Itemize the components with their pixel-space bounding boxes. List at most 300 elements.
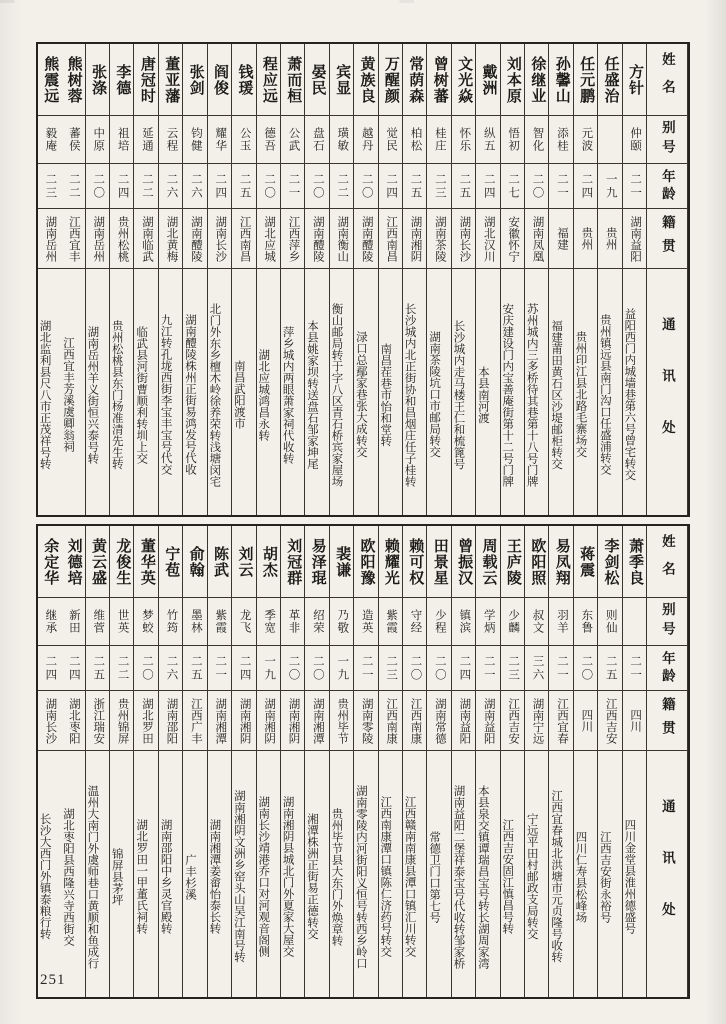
person-native: 江西南昌 [379, 209, 402, 269]
person-name: 裴谦 [330, 526, 353, 598]
person-name: 刘本原 [501, 44, 524, 116]
person-age: 二二 [330, 164, 353, 209]
person-address: 湖南湘阴文洲乡窑头山吴江南号转 [232, 790, 245, 963]
person-alias: 紫霞 [208, 598, 231, 646]
person-name: 易泽琨 [305, 526, 328, 598]
person-native: 湖南衡山 [330, 209, 353, 269]
person-column [598, 44, 622, 515]
person-address: 贵州镇远县南门沟口任盛浦转交 [598, 314, 611, 475]
person-age: 二四 [574, 164, 597, 209]
person-age: 二〇 [354, 164, 377, 209]
header-alias: 别号 [647, 598, 687, 646]
person-native: 湖南湘阴 [403, 209, 426, 269]
header-address: 通讯处 [659, 799, 675, 954]
person-native: 湖南凤凰 [525, 209, 548, 269]
person-name: 任元鹏 [574, 44, 597, 116]
person-column [134, 526, 158, 997]
person-age: 二七 [501, 164, 524, 209]
person-address: 四川金堂县淮州德盛号 [623, 819, 636, 934]
person-address: 江西南康潭口镇陈仁济药号转交 [379, 796, 392, 957]
person-native: 湖北应城 [257, 209, 280, 269]
person-column [159, 526, 183, 997]
person-alias: 继承 [38, 598, 61, 646]
person-column [574, 526, 598, 997]
person-age: 二〇 [305, 646, 328, 691]
person-alias: 绍荣 [305, 598, 328, 646]
person-name: 熊树蓉 [61, 44, 84, 116]
person-age: 二〇 [427, 646, 450, 691]
person-native: 湖南长沙 [452, 209, 475, 269]
person-native: 湖南湘阴 [232, 691, 255, 751]
scan-edge-artifact [0, 0, 726, 3]
person-native: 湖南湘潭 [305, 691, 328, 751]
person-alias: 墨林 [183, 598, 206, 646]
person-name: 余定华 [38, 526, 61, 598]
person-alias: 东鲁 [574, 598, 597, 646]
person-age: 三六 [525, 646, 548, 691]
person-alias: 叔文 [525, 598, 548, 646]
person-age: 二一 [623, 164, 646, 209]
person-name: 常荫森 [403, 44, 426, 116]
person-address: 湖北罗田一甲董氏祠转 [135, 819, 148, 934]
person-name: 曾振汉 [452, 526, 475, 598]
header-address: 通讯处 [659, 317, 675, 472]
person-column [525, 44, 549, 515]
person-name: 方针 [623, 44, 646, 116]
person-column [183, 526, 207, 997]
person-column [38, 526, 61, 997]
person-column [330, 526, 354, 997]
person-native: 湖南邵阳 [159, 691, 182, 751]
person-alias: 少程 [427, 598, 450, 646]
person-address: 湖南益阳二堡祥泰宝号代收转邹家桥 [452, 784, 465, 969]
person-alias: 桂庄 [427, 116, 450, 164]
person-alias: 盘石 [305, 116, 328, 164]
person-age: 二〇 [574, 646, 597, 691]
person-name: 蒋震 [574, 526, 597, 598]
person-name: 阎俊 [208, 44, 231, 116]
header-age: 年龄 [647, 164, 687, 209]
person-column [354, 44, 378, 515]
header-native: 籍贯 [647, 209, 687, 269]
person-name: 黄云盛 [86, 526, 109, 598]
person-column [354, 526, 378, 997]
header-native: 籍贯 [647, 691, 687, 751]
person-name: 张涤 [86, 44, 109, 116]
person-alias: 学炳 [476, 598, 499, 646]
person-alias: 维菅 [86, 598, 109, 646]
person-column [281, 526, 305, 997]
person-column [61, 526, 85, 997]
person-age: 二三 [427, 164, 450, 209]
person-age: 二〇 [305, 164, 328, 209]
person-native: 江西南昌 [232, 209, 255, 269]
header-column [647, 526, 688, 997]
person-age: 一九 [257, 646, 280, 691]
person-address: 湖南邵阳中乡灵官殿转 [159, 819, 172, 934]
person-native: 湖南长沙 [38, 691, 61, 751]
person-name: 任盛治 [598, 44, 621, 116]
person-alias: 公玉 [232, 116, 255, 164]
person-native: 福建 [549, 209, 572, 269]
person-name: 唐冠时 [134, 44, 157, 116]
person-address: 湖北应城鸿昌永转 [257, 348, 270, 441]
person-name: 万醒颜 [379, 44, 402, 116]
person-native: 江西广丰 [183, 691, 206, 751]
directory-table-bottom [36, 524, 690, 999]
person-name: 田景星 [427, 526, 450, 598]
person-address: 江西宜丰芳溪虞卿翁祠 [61, 337, 74, 452]
person-alias: 世英 [110, 598, 133, 646]
person-column [476, 44, 500, 515]
person-name: 李德 [110, 44, 133, 116]
person-name: 俞翰 [183, 526, 206, 598]
person-alias: 添桂 [549, 116, 572, 164]
person-alias: 纵五 [476, 116, 499, 164]
person-name: 萧季良 [623, 526, 646, 598]
person-alias: 柏松 [403, 116, 426, 164]
person-age: 二四 [232, 646, 255, 691]
person-native: 四川 [623, 691, 646, 751]
person-column [183, 44, 207, 515]
person-age: 一九 [598, 164, 621, 209]
person-address: 广丰杉溪 [184, 853, 196, 900]
person-name: 黄族良 [354, 44, 377, 116]
person-address: 苏州城内三多桥待其巷第十八号门牌 [525, 302, 538, 487]
person-age: 二五 [598, 646, 621, 691]
person-address: 湖南零陵内河街阳义恒号转西乡岭口 [354, 784, 367, 969]
person-column [110, 44, 134, 515]
person-alias: 龙飞 [232, 598, 255, 646]
person-native: 江西南康 [379, 691, 402, 751]
person-column [501, 44, 525, 515]
person-alias [598, 116, 621, 164]
person-address: 本县泉交镇谭瑞昌宝号转长湖周家湾 [476, 784, 489, 969]
person-address: 湖南岳州羊义街恒兴泰号转 [86, 325, 99, 464]
header-name: 姓名 [647, 44, 687, 116]
person-column [134, 44, 158, 515]
person-native: 湖南长沙 [208, 209, 231, 269]
person-name: 戴洲 [476, 44, 499, 116]
person-name: 张剑 [183, 44, 206, 116]
person-age: 二五 [86, 646, 109, 691]
person-column [208, 526, 232, 997]
person-native: 江西宜春 [549, 691, 572, 751]
person-name: 晏民 [305, 44, 328, 116]
person-native: 湖南湘阴 [281, 691, 304, 751]
person-native: 贵州锦屏 [110, 691, 133, 751]
person-age: 二〇 [86, 164, 109, 209]
person-name: 程应远 [257, 44, 280, 116]
person-age: 二一 [208, 646, 231, 691]
person-address: 湖北监利县尺八市正茂祥号转 [38, 319, 51, 470]
person-native: 湖南醴陵 [183, 209, 206, 269]
person-column [257, 44, 281, 515]
person-native: 湖南茶陵 [427, 209, 450, 269]
person-alias: 紫霞 [379, 598, 402, 646]
person-name: 龙俊生 [110, 526, 133, 598]
person-age: 二二 [110, 646, 133, 691]
header-column [647, 44, 688, 515]
page-number: 251 [40, 972, 66, 988]
person-column [476, 526, 500, 997]
person-column [403, 44, 427, 515]
person-alias: 智化 [525, 116, 548, 164]
person-age: 二〇 [525, 164, 548, 209]
person-column [452, 44, 476, 515]
person-name: 王庐陵 [501, 526, 524, 598]
person-age: 二四 [208, 164, 231, 209]
person-address: 江西赣南南康县潭口镇汇川转交 [403, 796, 416, 957]
person-column [232, 526, 256, 997]
person-column [501, 526, 525, 997]
person-name: 赖可权 [403, 526, 426, 598]
person-age: 二四 [38, 646, 61, 691]
person-address: 长沙城内北正街协和昌烟庄任子桂转 [403, 302, 416, 487]
person-age: 二四 [61, 646, 84, 691]
person-age: 二一 [623, 646, 646, 691]
person-alias: 璜敏 [330, 116, 353, 164]
person-native: 湖南临武 [134, 209, 157, 269]
person-native: 湖南益阳 [452, 691, 475, 751]
person-alias: 元波 [574, 116, 597, 164]
person-alias: 悟初 [501, 116, 524, 164]
person-alias: 竹筠 [159, 598, 182, 646]
person-age: 二五 [403, 164, 426, 209]
person-alias: 季宽 [257, 598, 280, 646]
person-age: 二三 [379, 646, 402, 691]
person-address: 温州大南门外虞师巷口黄顺和鱼成行 [86, 784, 99, 969]
person-address: 湖北枣阳县西隆兴寺西街交 [61, 807, 74, 946]
person-address: 长沙城内走马楼王仁和梳篦号 [452, 319, 465, 470]
person-native: 湖南零陵 [354, 691, 377, 751]
person-column [403, 526, 427, 997]
person-native: 四川 [574, 691, 597, 751]
person-native: 江西吉安 [598, 691, 621, 751]
person-column [208, 44, 232, 515]
person-native: 湖南醴陵 [305, 209, 328, 269]
person-native: 江西萍乡 [281, 209, 304, 269]
person-age: 二一 [354, 646, 377, 691]
person-column [549, 526, 573, 997]
person-age: 二一 [281, 164, 304, 209]
person-alias: 祖培 [110, 116, 133, 164]
person-column [281, 44, 305, 515]
person-age: 二四 [476, 164, 499, 209]
person-column [305, 44, 329, 515]
person-native: 安徽怀宁 [501, 209, 524, 269]
person-name: 陈武 [208, 526, 231, 598]
person-column [525, 526, 549, 997]
person-alias: 乃敬 [330, 598, 353, 646]
person-name: 董华英 [134, 526, 157, 598]
person-name: 欧阳照 [525, 526, 548, 598]
person-column [379, 526, 403, 997]
person-column [427, 526, 451, 997]
person-alias: 耀华 [208, 116, 231, 164]
person-address: 萍乡城内两眼萧家祠代收转 [281, 325, 294, 464]
person-column [232, 44, 256, 515]
person-address: 湖南茶陵坑口市邮局转交 [428, 331, 441, 458]
person-native: 贵州毕节 [330, 691, 353, 751]
person-column [623, 526, 647, 997]
person-native: 湖南醴陵 [354, 209, 377, 269]
person-native: 湖北罗田 [134, 691, 157, 751]
person-column [574, 44, 598, 515]
person-alias: 觉民 [379, 116, 402, 164]
person-column [86, 526, 110, 997]
person-native: 湖北汉川 [476, 209, 499, 269]
header-alias: 别号 [647, 116, 687, 164]
person-address: 宁远平田村邮政支局转交 [525, 813, 538, 940]
person-age: 二六 [183, 164, 206, 209]
person-address: 锦屏县茅坪 [110, 847, 123, 906]
person-age: 二〇 [134, 646, 157, 691]
person-age: 一九 [330, 646, 353, 691]
person-address: 本县南河渡 [476, 365, 489, 424]
person-native: 江西宜丰 [61, 209, 84, 269]
person-native: 湖南湘阴 [257, 691, 280, 751]
person-address: 九江转孔垅西街李宝丰宝号代交 [159, 314, 172, 475]
person-age: 二五 [232, 164, 255, 209]
person-address: 江西吉安固江慎昌号转 [501, 819, 514, 934]
person-age: 二四 [110, 164, 133, 209]
person-name: 宾显 [330, 44, 353, 116]
person-age: 二二 [134, 164, 157, 209]
person-age: 二〇 [403, 646, 426, 691]
person-address: 益阳西门内城墙巷第六号曾宅转交 [623, 308, 636, 481]
person-column [379, 44, 403, 515]
person-name: 易凤翔 [549, 526, 572, 598]
person-alias: 公武 [281, 116, 304, 164]
person-alias: 则仙 [598, 598, 621, 646]
person-alias: 仲颐 [623, 116, 646, 164]
person-address: 贵州松桃县东门杨准清先生转 [110, 319, 123, 470]
person-alias: 少麟 [501, 598, 524, 646]
person-address: 江西宜春城北洪塘市元贞隆号收转 [550, 790, 563, 963]
person-age: 二一 [476, 646, 499, 691]
person-address: 四川仁寿县松峰场 [574, 830, 587, 923]
person-age: 二六 [159, 164, 182, 209]
person-address: 临武县河街曹顺利转圳上交 [135, 325, 148, 464]
person-name: 曾树蕃 [427, 44, 450, 116]
person-name: 徐继业 [525, 44, 548, 116]
person-address: 湖南湘阴县城北门外夏家大屋交 [281, 796, 294, 957]
person-name: 文光焱 [452, 44, 475, 116]
person-address: 本县姚家坝转送盘石邹家坤尾 [306, 319, 319, 470]
person-address: 衡山邮局转于字八区青石桥宾家屋场 [330, 302, 343, 487]
person-age: 二四 [452, 646, 475, 691]
person-age: 二〇 [257, 164, 280, 209]
person-address: 湖南长沙靖港乔口对河观音阁侧 [257, 796, 270, 957]
person-age: 二一 [549, 164, 572, 209]
person-native: 湖南湘潭 [208, 691, 231, 751]
person-name: 欧阳豫 [354, 526, 377, 598]
person-column [549, 44, 573, 515]
person-alias: 延通 [134, 116, 157, 164]
person-address: 常德卫门口第七号 [428, 830, 441, 923]
person-name: 熊震远 [38, 44, 61, 116]
person-name: 李剑松 [598, 526, 621, 598]
person-column [61, 44, 85, 515]
person-native: 湖南益阳 [623, 209, 646, 269]
person-alias: 梦蛟 [134, 598, 157, 646]
person-name: 赖耀光 [379, 526, 402, 598]
person-alias: 蕃侯 [61, 116, 84, 164]
person-address: 南昌茬巷市怡和堂转 [379, 342, 392, 447]
person-age: 二五 [183, 646, 206, 691]
person-alias: 德吾 [257, 116, 280, 164]
person-alias: 镇滨 [452, 598, 475, 646]
person-address: 安庆建设门内宝善庵街第十二号门牌 [501, 302, 514, 487]
person-address: 湘潭株洲正街易正德转交 [306, 813, 319, 940]
person-native: 湖南宁远 [525, 691, 548, 751]
person-name: 萧而桓 [281, 44, 304, 116]
person-column [305, 526, 329, 997]
person-age: 二六 [159, 646, 182, 691]
person-alias: 中原 [86, 116, 109, 164]
person-native: 湖北黄梅 [159, 209, 182, 269]
person-name: 刘冠群 [281, 526, 304, 598]
person-name: 周载云 [476, 526, 499, 598]
person-native: 贵州 [598, 209, 621, 269]
person-name: 胡杰 [257, 526, 280, 598]
person-column [452, 526, 476, 997]
person-age: 二三 [38, 164, 61, 209]
person-native: 贵州 [574, 209, 597, 269]
person-age: 二一 [549, 646, 572, 691]
header-age: 年龄 [647, 646, 687, 691]
person-name: 宁苞 [159, 526, 182, 598]
person-alias: 越丹 [354, 116, 377, 164]
person-alias: 造英 [354, 598, 377, 646]
person-name: 刘云 [232, 526, 255, 598]
person-native: 湖北枣阳 [61, 691, 84, 751]
person-age: 二三 [501, 646, 524, 691]
person-alias: 毅庵 [38, 116, 61, 164]
person-column [86, 44, 110, 515]
person-alias [623, 598, 646, 646]
person-alias: 守经 [403, 598, 426, 646]
person-native: 湖南益阳 [476, 691, 499, 751]
person-native: 湖南常德 [427, 691, 450, 751]
person-name: 董亚藩 [159, 44, 182, 116]
person-column [38, 44, 61, 515]
person-native: 湖南岳州 [38, 209, 61, 269]
person-address: 渌口总鄢家巷张大成转交 [354, 331, 367, 458]
person-address: 南昌武阳渡市 [232, 360, 245, 429]
person-address: 贵州印江县北路毛寨场交 [574, 331, 587, 458]
person-column [598, 526, 622, 997]
person-native: 贵州松桃 [110, 209, 133, 269]
person-alias: 钧健 [183, 116, 206, 164]
person-age: 二二 [61, 164, 84, 209]
person-age: 二五 [452, 164, 475, 209]
person-address: 北门外东乡檀木岭徐养荣转浅塘闵宅 [208, 302, 221, 487]
person-alias: 怀乐 [452, 116, 475, 164]
person-column [623, 44, 647, 515]
directory-table-top [36, 42, 690, 517]
person-address: 湖南醴陵株州正街易鸿发号代收 [184, 314, 196, 475]
person-column [330, 44, 354, 515]
person-address: 福建莆田黄石区沙堤邮柜转交 [550, 319, 563, 470]
person-native: 江西吉安 [501, 691, 524, 751]
person-alias: 新田 [61, 598, 84, 646]
person-alias: 云程 [159, 116, 182, 164]
header-name: 姓名 [647, 526, 687, 598]
person-address: 贵州毕节县大东门外焕章转 [330, 807, 343, 946]
person-name: 刘德培 [61, 526, 84, 598]
